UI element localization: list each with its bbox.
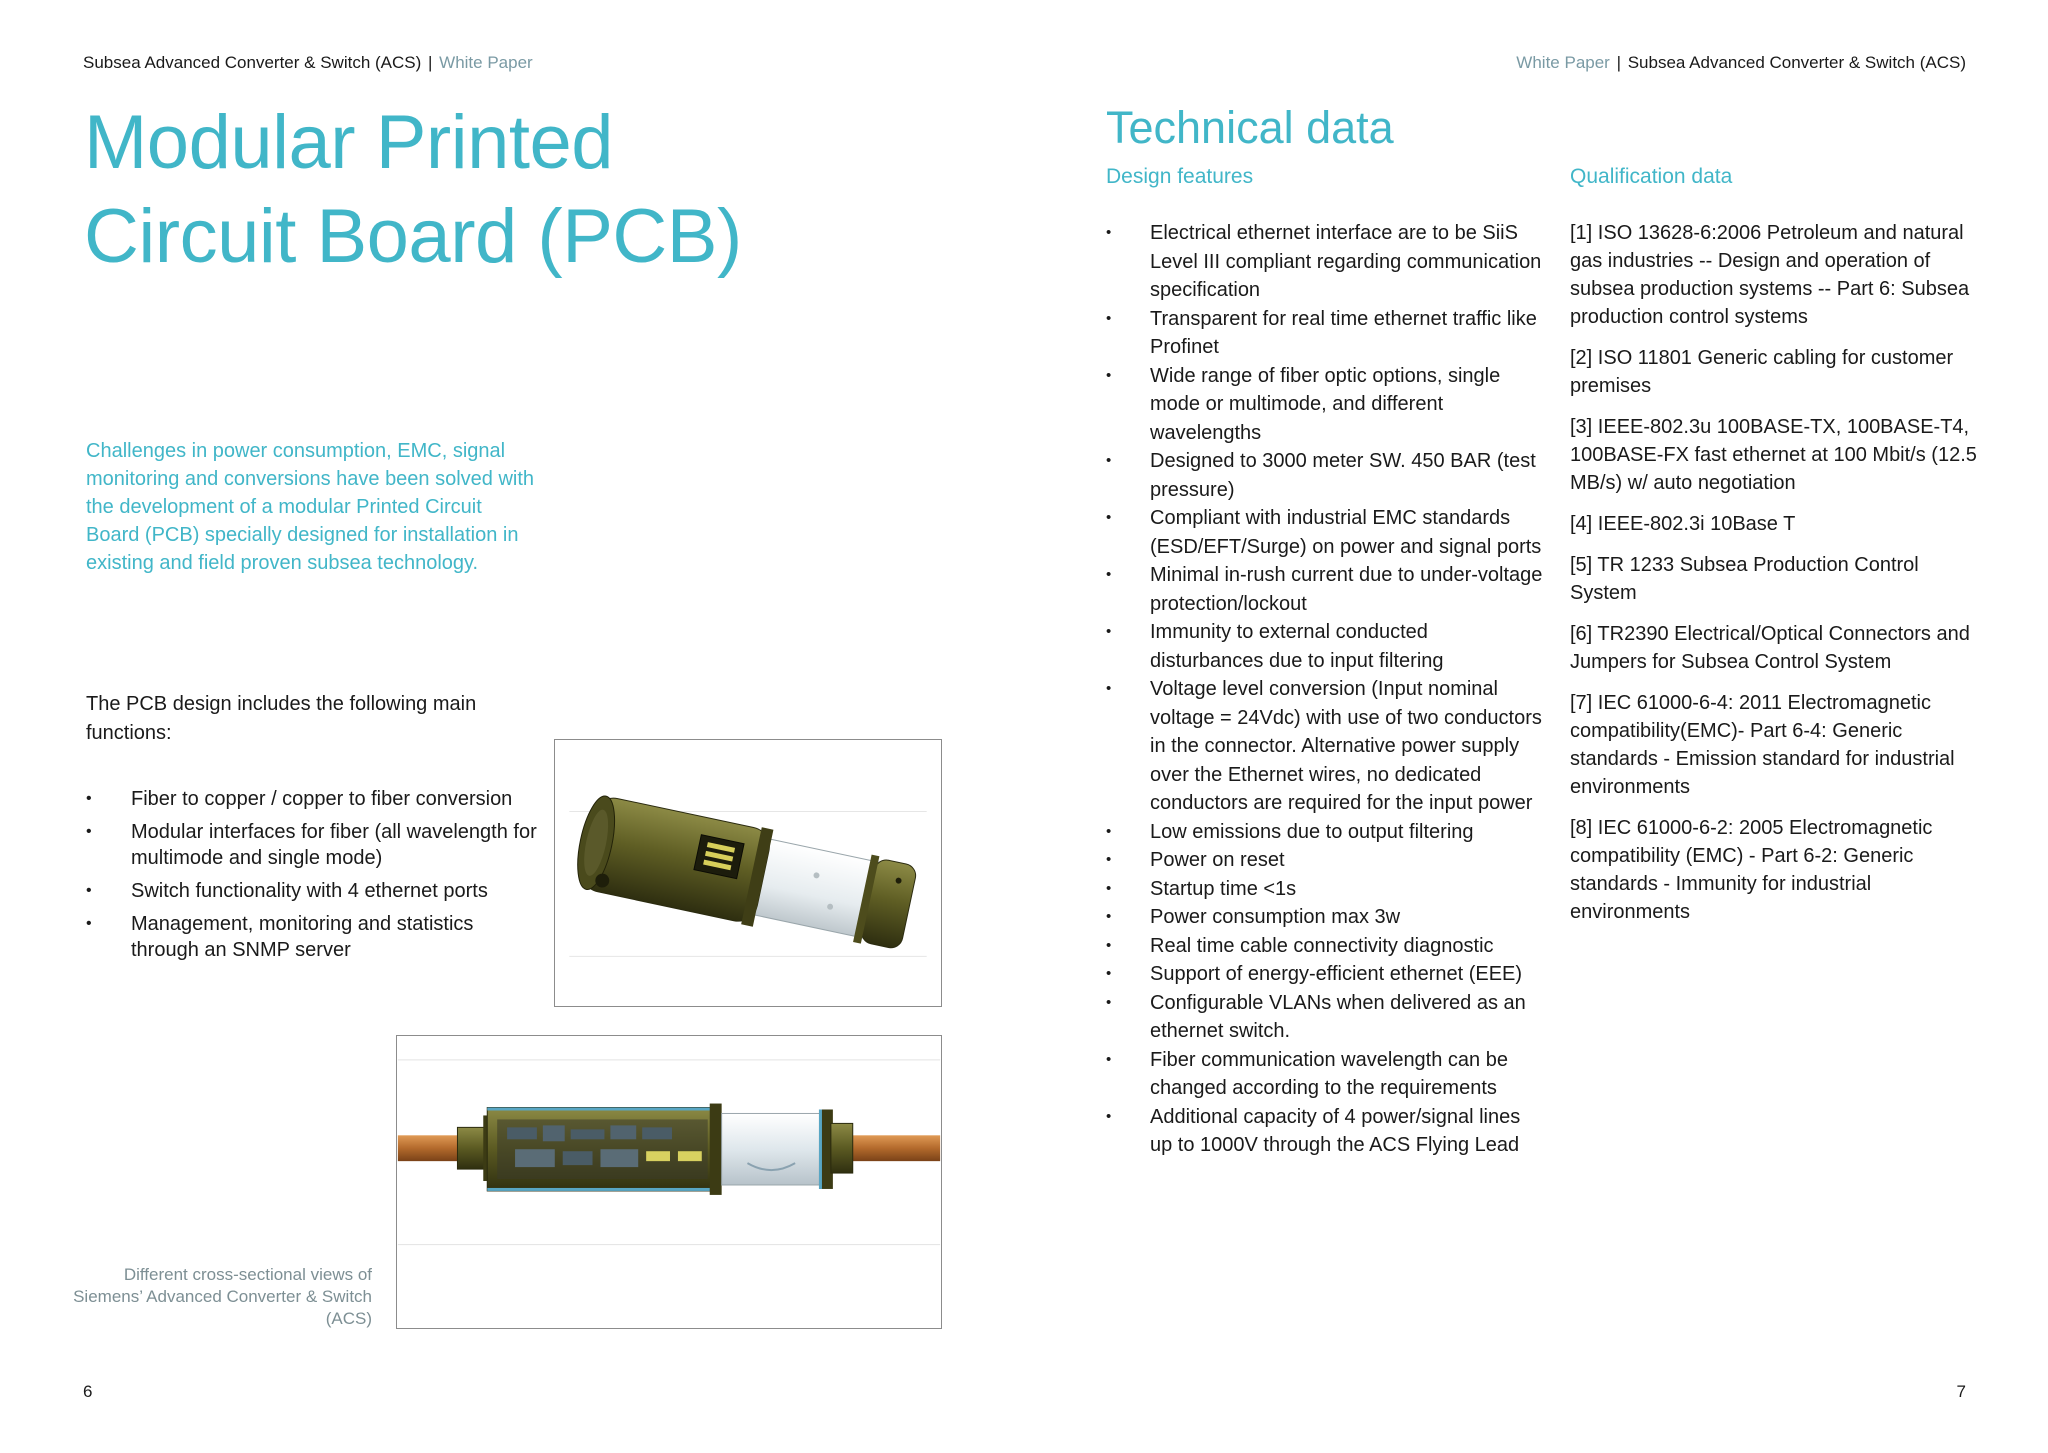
list-item: [2] ISO 11801 Generic cabling for customer premises	[1570, 347, 1954, 397]
list-item: • Startup time <1s	[1106, 875, 1546, 904]
list-item: • Switch functionality with 4 ethernet ports	[86, 878, 546, 904]
qualification-data-heading: Qualification data	[1570, 165, 1733, 188]
header-separator: |	[423, 53, 438, 72]
list-item: • Transparent for real time ethernet traffic like Profinet	[1106, 305, 1546, 362]
header-doc-title: Subsea Advanced Converter & Switch (ACS)	[83, 53, 422, 72]
list-item: • Power consumption max 3w	[1106, 903, 1546, 932]
list-item: [3] IEEE-802.3u 100BASE-TX, 100BASE-T4, 100BASE-FX fast ethernet at 100 Mbit/s (12.5 MB/s) w/ auto negotiation	[1570, 416, 1977, 494]
list-item: • Fiber communication wavelength can be changed according to the requirements	[1106, 1046, 1546, 1103]
list-item: • Support of energy-efficient ethernet (EEE)	[1106, 960, 1546, 989]
list-item: • Additional capacity of 4 power/signal lines up to 1000V through the ACS Flying Lead	[1106, 1103, 1546, 1160]
list-item: [6] TR2390 Electrical/Optical Connectors and Jumpers for Subsea Control System	[1570, 623, 1970, 673]
acs-angled-render	[555, 740, 941, 1006]
header-separator: |	[1611, 53, 1626, 72]
list-item: • Designed to 3000 meter SW. 450 BAR (test pressure)	[1106, 447, 1546, 504]
list-item: [5] TR 1233 Subsea Production Control System	[1570, 554, 1919, 604]
list-item: • Electrical ethernet interface are to be SiiS Level III compliant regarding communication specification	[1106, 219, 1546, 305]
list-item: • Modular interfaces for fiber (all wavelength for multimode and single mode)	[86, 819, 546, 871]
list-item: • Low emissions due to output filtering	[1106, 818, 1546, 847]
page-number-left: 6	[83, 1382, 93, 1401]
acs-cross-section-figure-2	[396, 1035, 942, 1329]
list-item: • Voltage level conversion (Input nominal voltage = 24Vdc) with use of two conductors in the connector. Alternative power supply over the Ethernet wires, no dedicated conductors are required for the input power	[1106, 675, 1546, 818]
design-features-heading: Design features	[1106, 165, 1254, 188]
intro-paragraph: Challenges in power consumption, EMC, signal monitoring and conversions have been solved with the development of a modular Printed Circuit Board (PCB) specially designed for installation in existing and field proven subsea technology.	[86, 440, 535, 574]
page-number-right: 7	[1956, 1382, 1966, 1401]
acs-side-section-render	[397, 1036, 941, 1328]
page-title: Modular Printed Circuit Board (PCB)	[84, 100, 742, 279]
list-item: • Management, monitoring and statistics through an SNMP server	[86, 911, 546, 963]
running-header-right	[1516, 53, 1966, 73]
list-item: • Power on reset	[1106, 846, 1546, 875]
list-item: [7] IEC 61000-6-4: 2011 Electromagnetic compatibility(EMC)- Part 6-4: Generic standards - Emission standard for industrial environments	[1570, 692, 1955, 798]
list-item: • Configurable VLANs when delivered as an ethernet switch.	[1106, 989, 1546, 1046]
acs-cross-section-figure-1	[554, 739, 942, 1007]
pcb-functions-list	[86, 786, 546, 970]
running-header-left	[83, 53, 533, 73]
list-item: • Real time cable connectivity diagnostic	[1106, 932, 1546, 961]
list-item: [8] IEC 61000-6-2: 2005 Electromagnetic compatibility (EMC) - Part 6-2: Generic standards - Immunity for industrial environments	[1570, 817, 1933, 923]
header-doc-type: White Paper	[439, 53, 533, 72]
list-item: [4] IEEE-802.3i 10Base T	[1570, 513, 1796, 535]
design-features-list	[1106, 219, 1546, 1160]
list-item: • Wide range of fiber optic options, single mode or multimode, and different wavelengths	[1106, 362, 1546, 448]
section-title: Technical data	[1106, 102, 1394, 153]
pcb-lead-paragraph: The PCB design includes the following main functions:	[86, 693, 477, 744]
list-item: • Fiber to copper / copper to fiber conversion	[86, 786, 546, 812]
list-item: [1] ISO 13628-6:2006 Petroleum and natural gas industries -- Design and operation of subsea production systems -- Part 6: Subsea production control systems	[1570, 222, 1970, 328]
list-item: • Immunity to external conducted disturbances due to input filtering	[1106, 618, 1546, 675]
header-doc-title: Subsea Advanced Converter & Switch (ACS)	[1627, 53, 1966, 72]
figure-caption: Different cross-sectional views of Siemens’ Advanced Converter & Switch (ACS)	[73, 1265, 372, 1328]
right-page	[1024, 0, 2048, 1453]
list-item: • Compliant with industrial EMC standards (ESD/EFT/Surge) on power and signal ports	[1106, 504, 1546, 561]
header-doc-type: White Paper	[1516, 53, 1610, 72]
list-item: • Minimal in-rush current due to under-voltage protection/lockout	[1106, 561, 1546, 618]
qualification-data-list	[1570, 219, 1990, 939]
